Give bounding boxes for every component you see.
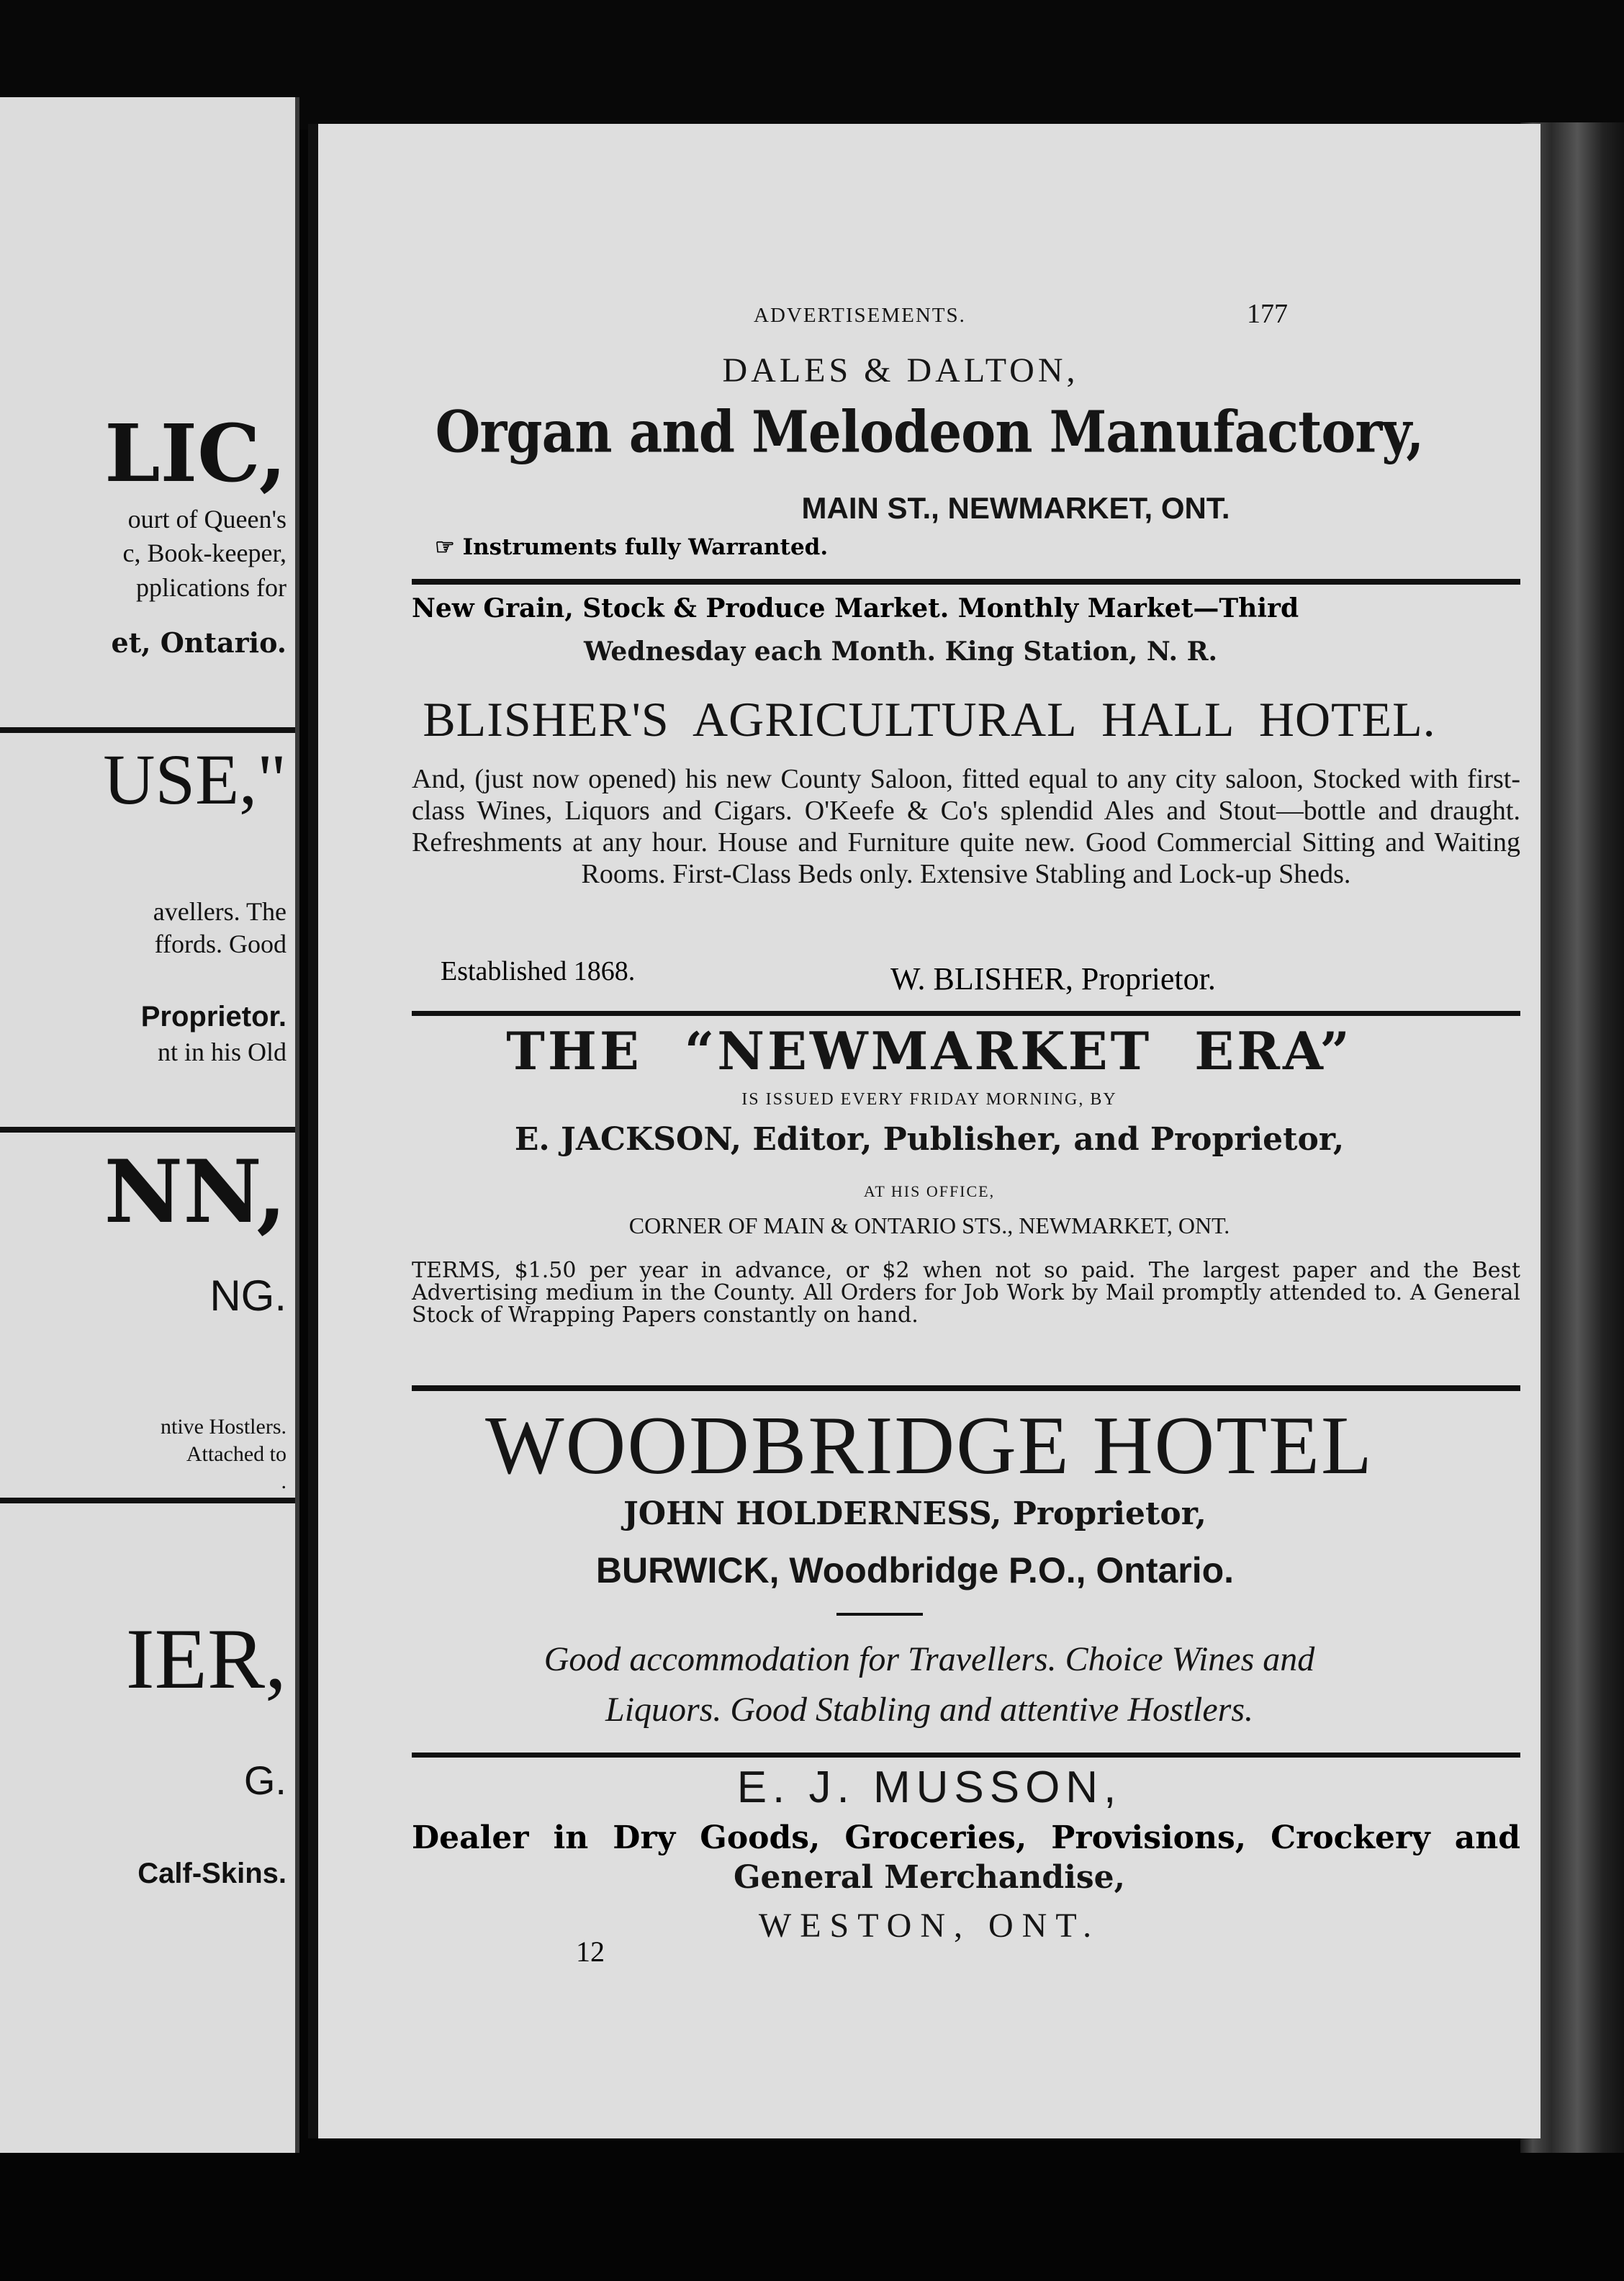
left-page-line: NN, <box>104 1141 287 1243</box>
dealer-line: Dealer in Dry Goods, Groceries, Provisions, Crockery and <box>412 1819 1520 1856</box>
hotel-description: And, (just now opened) his new County Saloon, fitted equal to any city saloon, Stocked with first-class Wines, Liquors and Cigars. O'Keefe & Co's splendid Ales and Stout—bottle and draught. Refreshments at any hour. House and Furniture quite new. Good Commercial Sitting and Waiting Rooms. First-Class Beds only. Extensive Stabling and Lock-up Sheds. <box>412 764 1520 889</box>
description-line: Good accommodation for Travellers. Choice Wines and <box>543 1640 1315 1678</box>
main-page <box>308 124 1540 2138</box>
divider <box>412 579 1520 585</box>
left-page-line: ntive Hostlers. <box>161 1415 287 1439</box>
market-line: Wednesday each Month. King Station, N. R. <box>583 636 1218 667</box>
office-address: CORNER OF MAIN & ONTARIO STS., NEWMARKET, ONT. <box>628 1213 1230 1238</box>
left-page-line: ffords. Good <box>154 930 287 958</box>
proprietor: W. BLISHER, Proprietor. <box>890 961 1216 996</box>
left-page-line: . <box>281 1470 287 1493</box>
business-title: Organ and Melodeon Manufactory, <box>435 397 1424 466</box>
divider <box>412 1753 1520 1758</box>
issue-note: IS ISSUED EVERY FRIDAY MORNING, BY <box>741 1090 1117 1109</box>
address: BURWICK, Woodbridge P.O., Ontario. <box>595 1550 1235 1591</box>
divider <box>0 1498 295 1503</box>
left-page-line: LIC, <box>104 407 287 500</box>
left-page-line: pplications for <box>136 573 287 602</box>
short-rule <box>836 1613 923 1616</box>
divider <box>412 1011 1520 1016</box>
divider <box>0 1127 295 1133</box>
left-page-line: NG. <box>209 1272 287 1320</box>
proprietor: JOHN HOLDERNESS, Proprietor, <box>623 1495 1206 1532</box>
left-page-line: ourt of Queen's <box>127 505 287 534</box>
newspaper-title: THE “NEWMARKET ERA” <box>506 1020 1353 1081</box>
page-number: 177 <box>1247 299 1288 329</box>
left-page-line: et, Ontario. <box>111 626 287 659</box>
town: WESTON, ONT. <box>758 1907 1101 1945</box>
dealer-line: General Merchandise, <box>733 1859 1125 1896</box>
hotel-title: BLISHER'S AGRICULTURAL HALL HOTEL. <box>423 692 1436 747</box>
left-page-fragment <box>0 97 299 2153</box>
left-page-line: USE," <box>103 739 287 819</box>
running-header: ADVERTISEMENTS. <box>754 304 966 327</box>
left-page-line: G. <box>243 1758 287 1803</box>
office-note: AT HIS OFFICE, <box>863 1182 996 1200</box>
left-page-line: avellers. The <box>153 897 287 926</box>
signature-mark: 12 <box>576 1935 605 1968</box>
firm-name: DALES & DALTON, <box>722 351 1079 390</box>
subscription-terms: TERMS, $1.50 per year in advance, or $2 when not so paid. The largest paper and the Best Advertising medium in the County. All Orders for Job Work by Mail promptly attended to. A General Stock of Wrapping Papers constantly on hand. <box>412 1258 1520 1328</box>
divider <box>412 1385 1520 1391</box>
left-page-line: Calf-Skins. <box>137 1858 287 1889</box>
left-page-line: Attached to <box>186 1442 287 1466</box>
address: MAIN ST., NEWMARKET, ONT. <box>801 491 1230 525</box>
divider <box>0 727 295 733</box>
warranty-note: Instruments fully Warranted. <box>462 534 829 560</box>
hotel-title: WOODBRIDGE HOTEL <box>485 1400 1373 1492</box>
market-line: New Grain, Stock & Produce Market. Monthly Market—Third <box>412 593 1299 624</box>
description-line: Liquors. Good Stabling and attentive Hostlers. <box>605 1691 1253 1729</box>
left-page-line: nt in his Old <box>157 1038 287 1066</box>
left-page-line: IER, <box>125 1611 287 1706</box>
left-page-line: c, Book-keeper, <box>122 539 287 567</box>
pointing-hand-icon: ☞ <box>435 534 463 560</box>
established-year: Established 1868. <box>441 956 636 986</box>
dealer-name: E. J. MUSSON, <box>736 1763 1122 1812</box>
editor-line: E. JACKSON, Editor, Publisher, and Proprietor, <box>514 1121 1345 1158</box>
left-page-line: Proprietor. <box>140 1001 287 1032</box>
